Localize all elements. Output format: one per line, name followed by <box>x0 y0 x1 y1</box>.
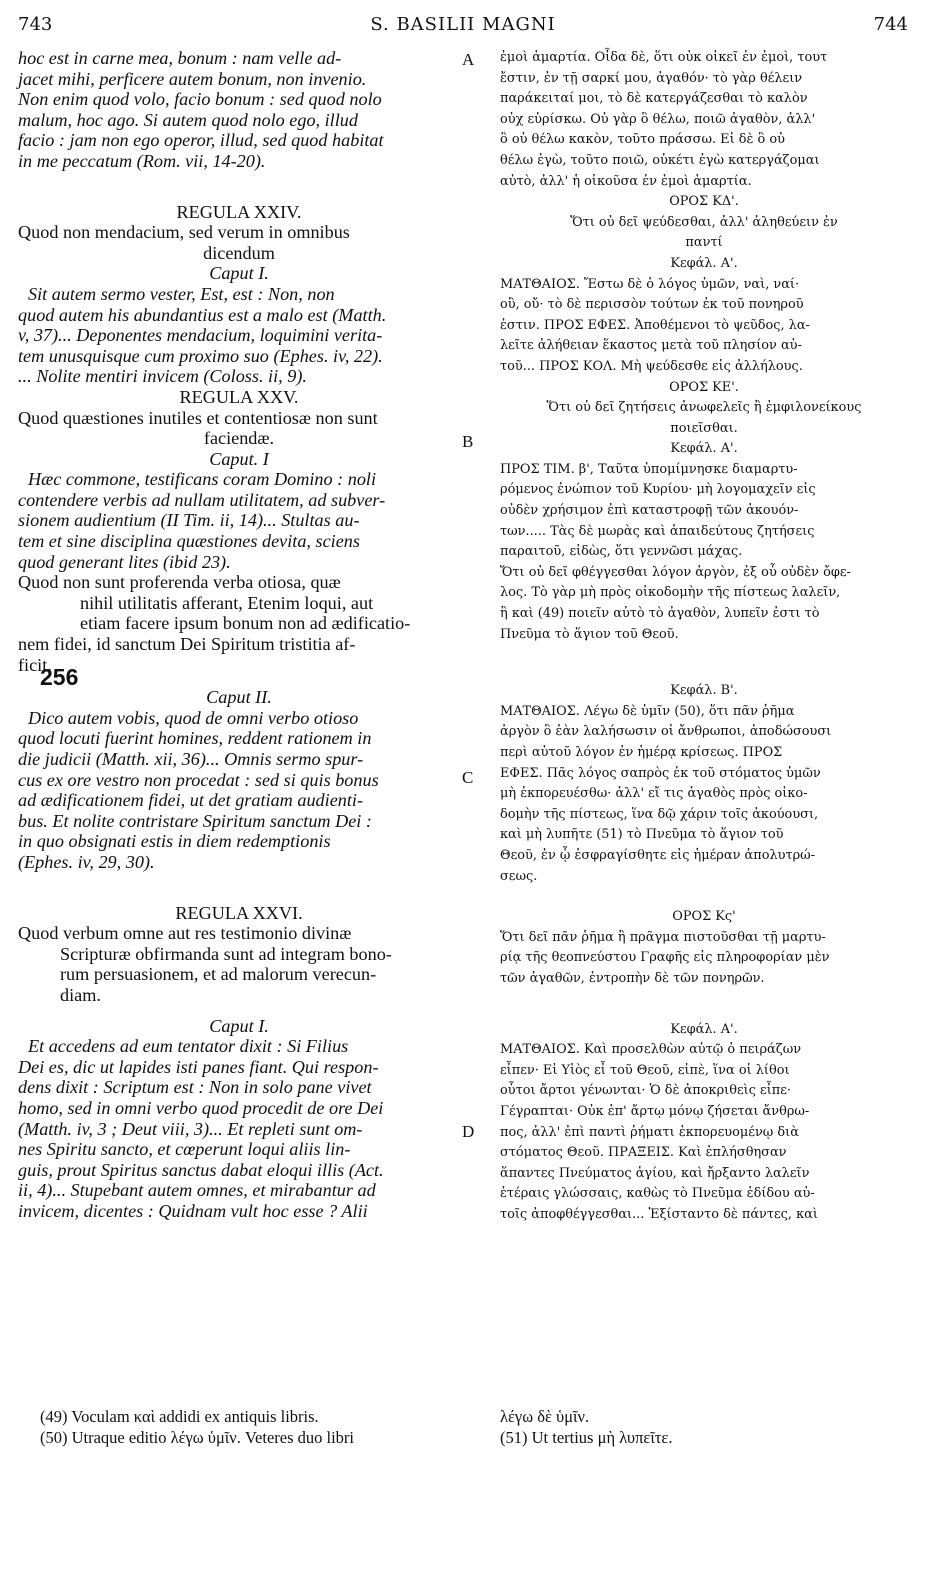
oros-24 <box>500 192 908 274</box>
oros-26 <box>500 907 908 989</box>
text-line: ἢ καὶ (49) ποιεῖν αὐτὸ τὸ ἀγαθὸν, λυπεῖν ἐστι τὸ <box>500 606 820 622</box>
section-title-line: faciendæ. <box>203 428 275 449</box>
latin-block-1 <box>18 48 460 172</box>
text-line: ΕΦΕΣ. Πᾶς λόγος σαπρὸς ἐκ τοῦ στόματος ὑμῶν <box>500 765 821 781</box>
caput-heading: Caput II. <box>206 687 272 708</box>
page-number-left: 743 <box>18 14 53 35</box>
latin-caput-1c <box>18 1016 460 1037</box>
margin-letter-a: A <box>462 50 475 69</box>
section-title-line: diam. <box>60 984 101 1005</box>
footnotes-left <box>40 1406 480 1448</box>
text-line: tem et sine disciplina quæstiones devita, sciens <box>18 531 360 552</box>
text-line: etiam facere ipsum bonum non ad ædificatio- <box>80 613 411 634</box>
greek-block-3 <box>500 460 908 645</box>
caput-heading: Caput I. <box>209 1015 269 1036</box>
text-line: ὃ οὐ θέλω κακὸν, τοῦτο πράσσω. Εἰ δὲ ὃ οὐ <box>500 132 785 148</box>
page-number-right: 744 <box>873 14 908 35</box>
text-line: θέλω ἐγὼ, τοῦτο ποιῶ, οὐκέτι ἐγὼ κατεργάζομαι <box>500 152 820 168</box>
text-line: hoc est in carne mea, bonum : nam velle ad- <box>18 48 342 68</box>
margin-letter-b: B <box>462 432 474 451</box>
greek-keph-1c <box>500 1020 908 1041</box>
greek-block-2 <box>500 275 908 378</box>
text-line: quod locuti fuerint homines, reddent rationem in <box>18 728 372 749</box>
text-line: καὶ μὴ λυπῆτε (51) τὸ Πνεῦμα τὸ ἅγιον τοῦ <box>500 827 784 843</box>
section-heading: REGULA XXIV. <box>176 201 302 222</box>
section-title-line: παντί <box>685 235 723 251</box>
section-heading: ΟΡΟΣ ΚΕ'. <box>669 379 739 395</box>
latin-block-4 <box>18 572 460 675</box>
text-line: Πνεῦμα τὸ ἅγιον τοῦ Θεοῦ. <box>500 626 679 642</box>
text-line: Dei es, dic ut lapides isti panes fiant. Qui respon- <box>18 1056 379 1077</box>
margin-page-number: 256 <box>40 664 79 690</box>
text-line: (Matth. iv, 3 ; Deut viii, 3)... Et repleti sunt om- <box>18 1118 363 1139</box>
text-line: περὶ αὐτοῦ λόγον ἐν ἡμέρᾳ κρίσεως. ΠΡΟΣ <box>500 745 783 760</box>
section-title-line: Ὅτι οὐ δεῖ ψεύδεσθαι, ἀλλ' ἀληθεύειν ἐν <box>570 214 838 230</box>
section-title-line: Quod non mendacium, sed verum in omnibus <box>18 222 350 243</box>
footnotes-right <box>500 1406 910 1448</box>
text-line: τοῖς ἀποφθέγγεσθαι... Ἐξίσταντο δὲ πάντες, καὶ <box>500 1206 818 1222</box>
caput-heading: Caput I. <box>209 263 269 284</box>
text-line: των..... Τὰς δὲ μωρὰς καὶ ἀπαιδεύτους ζητήσεις <box>500 523 815 539</box>
text-line: quod generant lites (ibid 23). <box>18 551 231 572</box>
text-line: die judicii (Matth. xii, 36)... Omnis sermo spur- <box>18 749 364 769</box>
text-line: Θεοῦ, ἐν ᾧ ἐσφραγίσθητε εἰς ἡμέραν ἀπολυτρώ- <box>500 847 816 863</box>
section-title-line: Ὅτι δεῖ πᾶν ῥῆμα ἢ πρᾶγμα πιστοῦσθαι τῇ μαρτυ- <box>500 929 826 945</box>
section-title-line: Quod verbum omne aut res testimonio divinæ <box>18 923 352 944</box>
text-line: Sit autem sermo vester, Est, est : Non, non <box>28 283 335 304</box>
section-heading: ΟΡΟΣ Κς' <box>672 909 736 925</box>
text-line: τοῦ... ΠΡΟΣ ΚΟΛ. Μὴ ψεύδεσθε εἰς ἀλλήλους. <box>500 358 803 374</box>
text-line: contendere verbis ad nullam utilitatem, ad subver- <box>18 489 386 510</box>
running-title: S. BASILII MAGNI <box>370 14 556 35</box>
text-line: ἑτέραις γλώσσαις, καθὼς τὸ Πνεῦμα ἐδίδου αὐ- <box>500 1186 815 1202</box>
text-line: homo, sed in omni verbo quod procedit de ore Dei <box>18 1097 384 1118</box>
section-heading: ΟΡΟΣ ΚΔ'. <box>669 194 739 210</box>
text-line: δομὴν τῆς πίστεως, ἵνα δῷ χάριν τοῖς ἀκούουσι, <box>500 806 819 822</box>
text-line: ἅπαντες Πνεύματος ἁγίου, καὶ ἤρξαντο λαλεῖν <box>500 1165 810 1181</box>
section-title-line: Quod quæstiones inutiles et contentiosæ non sunt <box>18 407 378 428</box>
footnote-50: (50) Utraque editio λέγω ὑμῖν. Veteres duo libri <box>40 1428 355 1447</box>
text-line: λεῖτε ἀλήθειαν ἕκαστος μετὰ τοῦ πλησίον αὐ- <box>500 338 802 354</box>
section-title-line: ποιεῖσθαι. <box>670 420 738 436</box>
greek-block-4 <box>500 702 908 887</box>
text-line: nes Spiritu sancto, et cœperunt loqui aliis lin- <box>18 1139 351 1160</box>
regula-25 <box>18 387 460 469</box>
text-line: ἐμοὶ ἁμαρτία. Οἶδα δὲ, ὅτι οὐκ οἰκεῖ ἐν ἐμοὶ, τουτ <box>500 50 828 65</box>
text-line: tem unusquisque cum proximo suo (Ephes. iv, 22). <box>18 345 383 366</box>
section-title-line: dicendum <box>203 242 275 263</box>
text-line: sionem audientium (II Tim. ii, 14)... Stultas au- <box>18 510 360 531</box>
footnote-51: (51) Ut tertius μὴ λυπεῖτε. <box>500 1428 673 1447</box>
text-line: λος. Τὸ γὰρ μὴ πρὸς οἰκοδομὴν τῆς πίστεως λαλεῖν, <box>500 585 841 601</box>
section-heading: REGULA XXVI. <box>175 902 303 923</box>
text-line: στόματος Θεοῦ. ΠΡΑΞΕΙΣ. Καὶ ἐπλήσθησαν <box>500 1145 787 1161</box>
text-line: malum, hoc ago. Si autem quod nolo ego, illud <box>18 109 358 130</box>
footnote-continuation: λέγω δὲ ὑμῖν. <box>500 1407 590 1426</box>
text-line: guis, prout Spiritus sanctus dabat eloqui illis (Act. <box>18 1159 384 1180</box>
margin-letter-c: C <box>462 768 474 787</box>
text-line: Et accedens ad eum tentator dixit : Si Filius <box>28 1036 349 1057</box>
text-line: Quod non sunt proferenda verba otiosa, quæ <box>18 572 341 593</box>
text-line: quod autem his abundantius est a malo est (Matth. <box>18 304 387 325</box>
text-line: παράκειταί μοι, τὸ δὲ κατεργάζεσθαι τὸ καλὸν <box>500 91 808 107</box>
text-line: ad ædificationem fidei, ut det gratiam audienti- <box>18 790 364 811</box>
text-line: Non enim quod volo, facio bonum : sed quod nolo <box>18 89 382 110</box>
text-line: (Ephes. iv, 29, 30). <box>18 851 155 872</box>
greek-column <box>500 48 908 1222</box>
text-line: παραιτοῦ, εἰδὼς, ὅτι γεννῶσι μάχας. <box>500 544 743 560</box>
text-line: ii, 4)... Stupebant autem omnes, et mirabantur ad <box>18 1180 376 1201</box>
text-line: dens dixit : Scriptum est : Non in solo pane vivet <box>18 1077 372 1098</box>
text-line: ΜΑΤΘΑΙΟΣ. Λέγω δὲ ὑμῖν (50), ὅτι πᾶν ῥῆμα <box>500 703 795 719</box>
section-title-line: ρίᾳ τῆς θεοπνεύστου Γραφῆς εἰς πληροφορίαν μὲν <box>500 950 830 966</box>
latin-column <box>18 48 460 1221</box>
caput-heading: Caput. I <box>209 448 269 469</box>
text-line: ... Nolite mentiri invicem (Coloss. ii, 9). <box>18 366 307 387</box>
text-line: in me peccatum (Rom. vii, 14-20). <box>18 150 266 171</box>
kephalaion-heading: Κεφάλ. Α'. <box>670 1021 738 1037</box>
text-line: ΜΑΤΘΑΙΟΣ. Ἔστω δὲ ὁ λόγος ὑμῶν, ναὶ, ναί· <box>500 276 800 292</box>
text-line: ΜΑΤΘΑΙΟΣ. Καὶ προσελθὼν αὐτῷ ὁ πειράζων <box>500 1042 802 1058</box>
latin-block-3 <box>18 469 460 572</box>
text-line: in quo obsignati estis in diem redemptionis <box>18 831 331 852</box>
text-line: v, 37)... Deponentes mendacium, loquimini verita- <box>18 325 383 346</box>
section-heading: REGULA XXV. <box>179 386 299 407</box>
text-line: οὒ, οὔ· τὸ δὲ περισσὸν τούτων ἐκ τοῦ πονηροῦ <box>500 297 804 313</box>
text-line: Γέγραπται· Οὐκ ἐπ' ἄρτῳ μόνῳ ζήσεται ἄνθρω- <box>500 1103 810 1119</box>
text-line: ἔστιν, ἐν τῇ σαρκί μου, ἀγαθόν· τὸ γὰρ θέλειν <box>500 70 803 86</box>
text-line: bus. Et nolite contristare Spiritum sanctum Dei : <box>18 810 372 831</box>
text-line: σεως. <box>500 868 538 884</box>
text-line: invicem, dicentes : Quidnam vult hoc esse ? Alii <box>18 1200 368 1221</box>
text-line: jacet mihi, perficere autem bonum, non invenio. <box>18 68 367 89</box>
latin-caput-2 <box>18 687 460 708</box>
latin-block-6 <box>18 1036 460 1221</box>
kephalaion-heading: Κεφάλ. Α'. <box>670 255 738 271</box>
section-title-line: Scripturæ obfirmanda sunt ad integram bono- <box>60 943 392 964</box>
text-line: ἐστιν. ΠΡΟΣ ΕΦΕΣ. Ἀποθέμενοι τὸ ψεῦδος, λα- <box>500 317 810 333</box>
section-title-line: rum persuasionem, et ad malorum verecun- <box>60 964 377 985</box>
latin-block-5 <box>18 708 460 873</box>
text-line: ἀργὸν ὃ ἐὰν λαλήσωσιν οἱ ἄνθρωποι, ἀποδώσουσι <box>500 724 832 740</box>
text-line: Ὅτι οὐ δεῖ φθέγγεσθαι λόγον ἀργὸν, ἐξ οὗ οὐδὲν ὄφε- <box>500 564 851 580</box>
text-line: Dico autem vobis, quod de omni verbo otioso <box>28 707 359 728</box>
kephalaion-heading: Κεφάλ. Β'. <box>670 683 738 699</box>
text-line: αὐτὸ, ἀλλ' ἡ οἰκοῦσα ἐν ἐμοὶ ἁμαρτία. <box>500 173 752 189</box>
latin-block-2 <box>18 284 460 387</box>
section-title-line: Ὅτι οὐ δεῖ ζητήσεις ἀνωφελεῖς ἢ ἐμφιλονείκους <box>546 400 862 416</box>
text-line: ρόμενος ἐνώπιον τοῦ Κυρίου· μὴ λογομαχεῖν εἰς <box>500 482 816 498</box>
regula-26 <box>18 903 460 1006</box>
text-line: ficit. <box>18 654 52 675</box>
text-line: Hæc commone, testificans coram Domino : noli <box>28 469 377 490</box>
text-line: facio : jam non ego operor, illud, sed quod habitat <box>18 130 384 151</box>
text-line: οὗτοι ἄρτοι γένωνται· Ὁ δὲ ἀποκριθεὶς εἶπε· <box>500 1083 791 1099</box>
text-line: οὐχ εὑρίσκω. Οὐ γὰρ ὃ θέλω, ποιῶ ἀγαθὸν, ἀλλ' <box>500 111 816 127</box>
greek-block-5 <box>500 1040 908 1225</box>
oros-25 <box>500 378 908 460</box>
text-line: nem fidei, id sanctum Dei Spiritum tristitia af- <box>18 634 356 655</box>
section-title-line: τῶν ἀγαθῶν, ἐντροπὴν δὲ τῶν πονηρῶν. <box>500 970 765 986</box>
text-line: ΠΡΟΣ ΤΙΜ. β', Ταῦτα ὑπομίμνησκε διαμαρτυ- <box>500 461 798 477</box>
text-line: πος, ἀλλ' ἐπὶ παντὶ ῥήματι ἐκπορευομένῳ διὰ <box>500 1124 799 1140</box>
footnote-49: (49) Voculam καὶ addidi ex antiquis libris. <box>40 1407 319 1426</box>
text-line: cus ex ore vestro non procedat : sed si quis bonus <box>18 769 379 790</box>
text-line: εἶπεν· Εἰ Υἱὸς εἶ τοῦ Θεοῦ, εἰπὲ, ἵνα οἱ λίθοι <box>500 1062 790 1078</box>
text-line: nihil utilitatis afferant, Etenim loqui, aut <box>80 592 374 613</box>
greek-keph-2 <box>500 681 908 702</box>
greek-block-1 <box>500 48 908 192</box>
kephalaion-heading: Κεφάλ. Α'. <box>670 441 738 457</box>
text-line: μὴ ἐκπορευέσθω· ἀλλ' εἴ τις ἀγαθὸς πρὸς οἰκο- <box>500 786 808 802</box>
regula-24 <box>18 202 460 284</box>
text-line: οὐδὲν χρήσιμον ἐπὶ καταστροφῇ τῶν ἀκουόν- <box>500 503 799 519</box>
margin-letter-d: D <box>462 1122 475 1141</box>
